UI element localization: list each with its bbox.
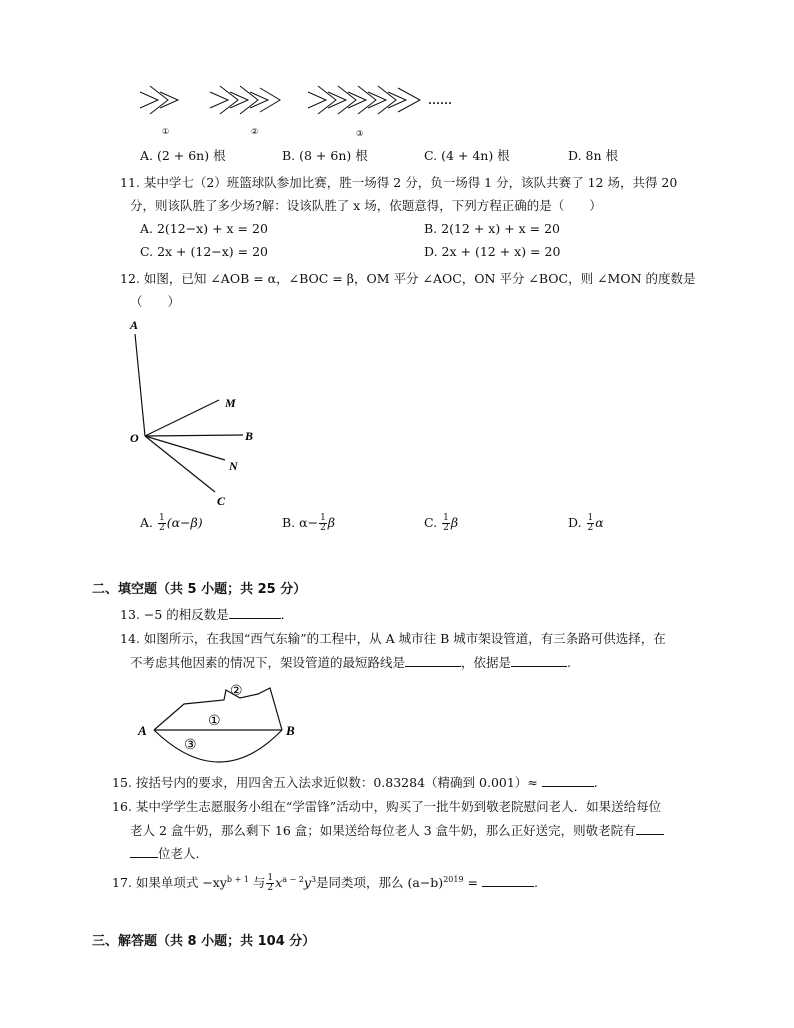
q11-stem-line2: 分，则该队胜了多少场?解：设该队胜了 x 场，依题意得，下列方程正确的是（ ） <box>130 198 602 213</box>
q10-fig-label-3: ③ <box>356 129 364 138</box>
q14-reason-blank[interactable] <box>511 654 567 667</box>
q11-option-b: B. 2(12 + x) + x = 20 <box>424 221 561 236</box>
q12-option-a: A. $\frac{1}{2}$ (α−β) <box>140 513 203 533</box>
ray-ob <box>145 435 243 436</box>
q12-option-b: B. α− $\frac{1}{2}$ β <box>282 513 336 533</box>
q10-fig-label-1: ① <box>162 127 170 136</box>
q10-option-b: B. (8 + 6n) 根 <box>282 148 368 163</box>
ray-oc <box>145 436 215 492</box>
q12-stem-line2: （ ） <box>130 294 181 309</box>
label-a: A <box>130 318 139 332</box>
route-label-1: ① <box>208 714 221 729</box>
q16-answer-blank-b[interactable] <box>130 845 158 858</box>
q16-stem-line2: 老人 2 盒牛奶，那么剩下 16 盒；如果送给每位老人 3 盒牛奶，那么正好送完，则敬老院有 <box>130 820 664 842</box>
q11-option-c: C. 2x + (12−x) = 20 <box>140 244 268 259</box>
section-3-heading: 三、解答题（共 8 小题；共 104 分） <box>92 934 316 949</box>
route-label-2: ② <box>230 684 243 699</box>
label-b: B <box>245 429 254 443</box>
chevron-group-1 <box>140 86 178 114</box>
q10-ellipsis: …… <box>428 93 452 107</box>
ray-oa <box>135 334 145 436</box>
q13-answer-blank[interactable] <box>229 606 281 619</box>
label-b-city: B <box>286 723 295 738</box>
q14-stem-line1: 14. 如图所示，在我国“西气东输”的工程中，从 A 城市往 B 城市架设管道，有三条路可供选择，在 <box>120 631 666 646</box>
label-n: N <box>229 459 238 473</box>
q11-option-d: D. 2x + (12 + x) = 20 <box>424 244 561 259</box>
label-m: M <box>225 396 236 410</box>
q11-stem-line1: 11. 某中学七（2）班篮球队参加比赛，胜一场得 2 分，负一场得 1 分，该队共赛了 12 场，共得 20 <box>120 175 678 190</box>
q13: 13. −5 的相反数是 . <box>120 607 285 622</box>
route-3 <box>154 730 282 762</box>
q14-stem-line2: 不考虑其他因素的情况下，架设管道的最短路线是 ，依据是 . <box>130 655 572 670</box>
label-c: C <box>217 494 226 508</box>
q15: 15. 按括号内的要求，用四舍五入法求近似数：0.83284（精确到 0.001）≈ . <box>112 775 598 790</box>
ray-on <box>145 436 225 460</box>
q12-angle-figure <box>125 314 275 510</box>
q12-stem-line1: 12. 如图，已知 ∠AOB = α，∠BOC = β，OM 平分 ∠AOC，ON 平分 ∠BOC，则 ∠MON 的度数是 <box>120 271 696 286</box>
route-label-3: ③ <box>184 738 197 753</box>
q12-option-d: D. $\frac{1}{2}$ α <box>568 513 604 533</box>
q17: 17. 如果单项式 $-xy^{b + 1}$ 与 $\frac{1}{2}$ $x^{a - 2}y^3$是同类项，那么 $(a-b)^{2019}$ = . <box>112 873 538 894</box>
label-o: O <box>130 431 139 445</box>
chevron-group-3 <box>308 86 420 114</box>
q11-option-a: A. 2(12−x) + x = 20 <box>140 221 268 236</box>
section-2-heading: 二、填空题（共 5 小题；共 25 分） <box>92 582 307 597</box>
q16-answer-blank-a[interactable] <box>636 822 664 835</box>
q10-pattern-figure <box>130 78 470 140</box>
q10-option-a: A. (2 + 6n) 根 <box>140 148 226 163</box>
q14-route-blank[interactable] <box>405 654 461 667</box>
q10-fig-label-2: ② <box>251 127 259 136</box>
q10-option-d: D. 8n 根 <box>568 148 619 163</box>
label-a-city: A <box>138 723 147 738</box>
q16-stem-line3: 位老人. <box>130 843 199 865</box>
q16-stem-line1: 16. 某中学学生志愿服务小组在“学雷锋”活动中，购买了一批牛奶到敬老院慰问老人．如果送给每位 <box>112 799 662 814</box>
chevron-group-2 <box>210 86 280 114</box>
q14-route-figure <box>130 676 310 766</box>
q15-answer-blank[interactable] <box>542 774 594 787</box>
ray-om <box>145 400 219 436</box>
q12-option-c: C. $\frac{1}{2}$ β <box>424 513 459 533</box>
q17-answer-blank[interactable] <box>482 874 534 887</box>
q10-option-c: C. (4 + 4n) 根 <box>424 148 510 163</box>
